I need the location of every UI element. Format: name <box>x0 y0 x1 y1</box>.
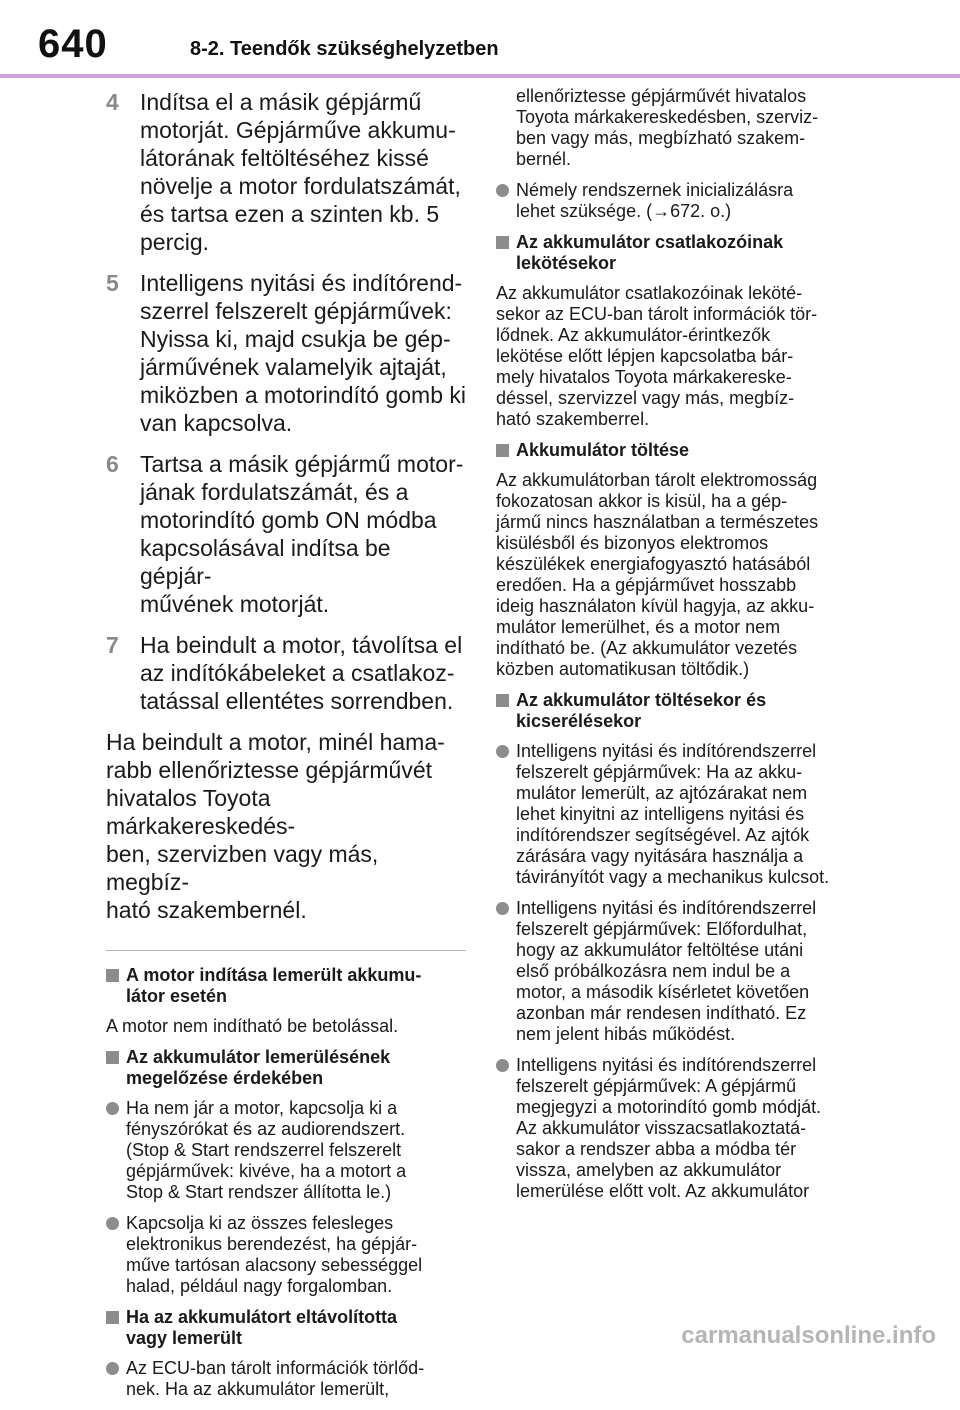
section-text: Az akkumulátorban tárolt elektromosság fokozatosan akkor is kisül, ha a gép- jármű nincs használatban a természetes kisülésből és bizonyos elektromos készülékek energiafogyasztó hatásából eredően. Ha a gépjárművet hosszabb ideig használaton kívül hagyja, az akku- mulátor lemerülhet, és a motor nem indítható be. (Az akkumulátor vezetés közben automatikusan töltődik.) <box>496 470 819 679</box>
square-bullet-icon <box>496 236 509 249</box>
step-number: 5 <box>106 270 119 296</box>
round-bullet-icon <box>106 1362 119 1375</box>
bullet-item: Intelligens nyitási és indítórendszerrel felszerelt gépjárművek: Ha az akku- mulátor lemerült, az ajtózárakat nem lehet kinyitni az intelligens nyitási és indítórendszer segítségével. Az ajtók zárására vagy nyitására használja a távirányítót vagy a mechanikus kulcsot. <box>496 741 856 888</box>
closing-paragraph: Ha beindult a motor, minél hama- rabb ellenőriztesse gépjárművét hivatalos Toyota márkakereskedés- ben, szervizben vagy más, megbíz- ható szakembernél. <box>106 729 445 923</box>
square-bullet-icon <box>496 694 509 707</box>
section-divider <box>106 950 466 951</box>
round-bullet-icon <box>106 1102 119 1115</box>
round-bullet-icon <box>106 1217 119 1230</box>
section-heading: Az akkumulátor csatlakozóinak lekötésekor <box>496 232 856 274</box>
section-heading: Ha az akkumulátort eltávolította vagy lemerült <box>106 1307 466 1349</box>
bullet-item: Az ECU-ban tárolt információk törlőd- nek. Ha az akkumulátor lemerült, <box>106 1358 466 1400</box>
step-7 <box>106 631 466 715</box>
section-text: A motor nem indítható be betolással. <box>106 1016 399 1036</box>
square-bullet-icon <box>496 444 509 457</box>
header-rule <box>0 74 960 78</box>
step-number: 4 <box>106 89 119 115</box>
watermark-link[interactable]: carmanualsonline.info <box>681 1322 936 1349</box>
right-column <box>496 86 856 1212</box>
bullet-item: Kapcsolja ki az összes felesleges elektronikus berendezést, ha gépjár- műve tartósan alacsony sebességgel halad, például nagy forgalomban. <box>106 1213 466 1297</box>
round-bullet-icon <box>496 902 509 915</box>
step-text: Intelligens nyitási és indítórend- szerrel felszerelt gépjárművek: Nyissa ki, majd csukja be gép- járművének valamelyik ajtaját, miközben a motorindító gomb ki van kapcsolva. <box>140 270 466 436</box>
step-number: 7 <box>106 632 119 658</box>
step-number: 6 <box>106 451 119 477</box>
chapter-title: 8-2. Teendők szükséghelyzetben <box>190 38 499 60</box>
step-text: Indítsa el a másik gépjármű motorját. Gépjárműve akkumu- látorának feltöltéséhez kissé növelje a motor fordulatszámát, és tartsa ezen a szinten kb. 5 percig. <box>140 89 461 255</box>
square-bullet-icon <box>106 969 119 982</box>
square-bullet-icon <box>106 1051 119 1064</box>
left-column <box>106 88 466 1410</box>
bullet-item: Ha nem jár a motor, kapcsolja ki a fényszórókat és az audiorendszert. (Stop & Start rendszerrel felszerelt gépjárművek: kivéve, ha a motort a Stop & Start rendszer állította le.) <box>106 1098 466 1203</box>
step-6 <box>106 450 466 618</box>
round-bullet-icon <box>496 745 509 758</box>
step-text: Tartsa a másik gépjármű motor- jának fordulatszámát, és a motorindító gomb ON módba kapcsolásával indítsa be gépjár- művének motorját. <box>140 451 464 617</box>
section-heading: A motor indítása lemerült akkumu- látor esetén <box>106 965 466 1007</box>
section-text: Az akkumulátor csatlakozóinak leköté- sekor az ECU-ban tárolt információk tör- lődnek. Az akkumulátor-érintkezők lekötése előtt lépjen kapcsolatba bár- mely hivatalos Toyota márkakereske- déssel, szervizzel vagy más, megbíz- ható szakemberrel. <box>496 283 818 429</box>
step-4 <box>106 88 466 256</box>
bullet-item: Intelligens nyitási és indítórendszerrel felszerelt gépjárművek: A gépjármű megjegyzi a motorindító gomb módját. Az akkumulátor visszacsatlakoztatá- sakor a rendszer abba a módba tér vissza, amelyben az akkumulátor lemerülése előtt volt. Az akkumulátor <box>496 1055 856 1202</box>
page-number: 640 <box>38 22 108 66</box>
page-header <box>0 0 960 78</box>
section-heading: Az akkumulátor lemerülésének megelőzése érdekében <box>106 1047 466 1089</box>
bullet-continuation: ellenőriztesse gépjárművét hivatalos Toyota márkakereskedésben, szerviz- ben vagy más, megbízható szakem- bernél. <box>516 86 819 169</box>
section-heading: Akkumulátor töltése <box>496 440 856 461</box>
step-text: Ha beindult a motor, távolítsa el az indítókábeleket a csatlakoz- tatással ellentétes sorrendben. <box>140 632 463 714</box>
round-bullet-icon <box>496 1059 509 1072</box>
section-heading: Az akkumulátor töltésekor és kicserélésekor <box>496 690 856 732</box>
bullet-item: Némely rendszernek inicializálásra lehet szüksége. (→672. o.) <box>496 180 856 222</box>
bullet-item: Intelligens nyitási és indítórendszerrel felszerelt gépjárművek: Előfordulhat, hogy az akkumulátor feltöltése utáni első próbálkozásra nem indul be a motor, a második kísérletet követően azonban már rendesen indítható. Ez nem jelent hibás működést. <box>496 898 856 1045</box>
step-5 <box>106 269 466 437</box>
round-bullet-icon <box>496 184 509 197</box>
